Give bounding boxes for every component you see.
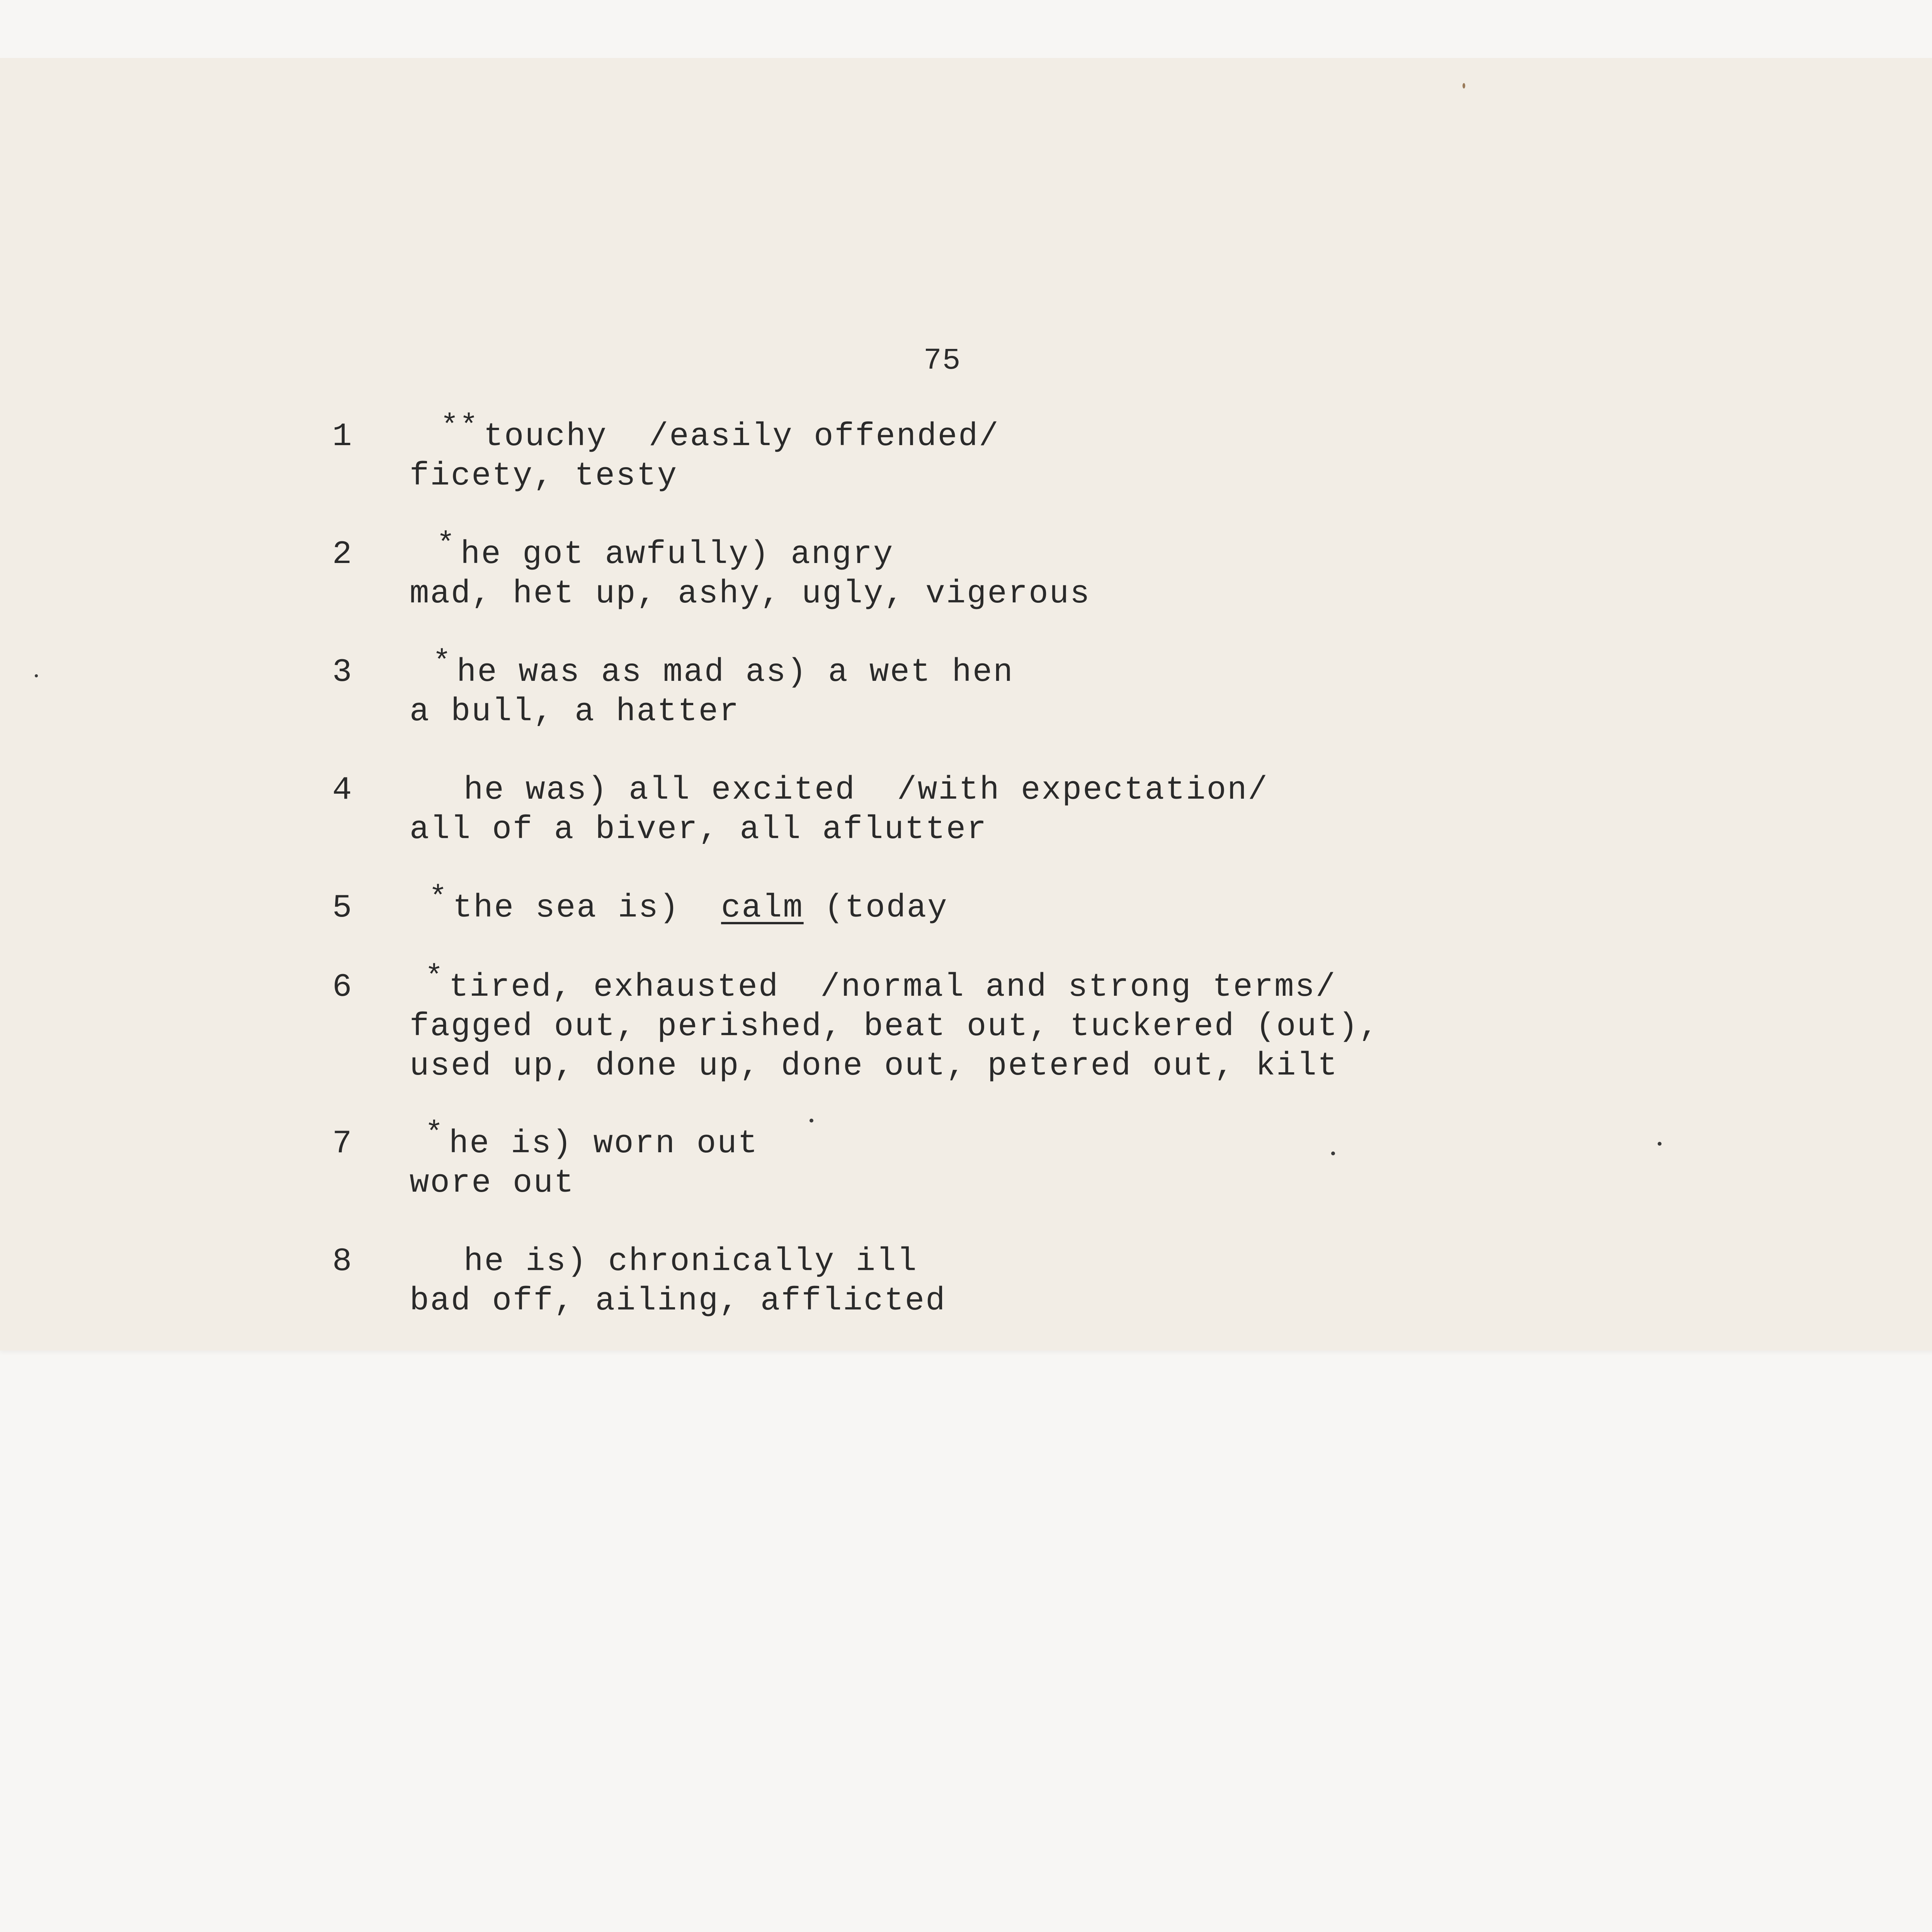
entry-prompt [429,881,948,929]
entry-prompt [425,960,1337,1008]
prompt-text: tired, exhausted /normal and strong terms/ [449,969,1337,1006]
prompt-text: he got awfully) angry [460,536,894,573]
prompt-text: he was as mad as) a wet hen [456,654,1014,691]
entry-prompt [464,771,1269,810]
underlined-word: calm [721,890,804,927]
asterisk-mark: * [425,1117,444,1151]
asterisk-mark: * [429,881,448,915]
response-line: bad off, ailing, afflicted [410,1283,946,1320]
response-line: used up, done up, done out, petered out, kilt [410,1048,1338,1085]
entry-prompt [440,410,1000,457]
page-number: 75 [923,344,961,378]
asterisk-mark: ** [440,410,479,444]
response-line: fagged out, perished, beat out, tuckered (out), [410,1009,1380,1045]
entry-number: 3 [332,654,353,691]
prompt-text: touchy /easily offended/ [483,418,1000,455]
entry-number: 6 [332,969,353,1006]
asterisk-mark: * [433,645,452,679]
prompt-text-after: (today [803,890,948,927]
entry-prompt [437,527,894,575]
response-line: ficety, testy [410,458,678,495]
response-line: wore out [410,1165,575,1202]
prompt-text: he was) all excited /with expectation/ [464,772,1269,809]
entry-prompt [433,645,1014,693]
entry-prompt [425,1117,759,1164]
entry-number: 4 [332,772,353,809]
entry-number: 7 [332,1126,353,1162]
entry-number: 8 [332,1243,353,1280]
paper-speck [1331,1151,1335,1155]
prompt-text: he is) worn out [449,1126,759,1162]
typed-slip [0,58,1932,1350]
entry-number: 2 [332,536,353,573]
paper-speck [810,1119,813,1122]
asterisk-mark: * [437,527,456,561]
paper-speck [1658,1142,1662,1146]
response-line: mad, het up, ashy, ugly, vigerous [410,576,1091,612]
asterisk-mark: * [425,960,444,994]
entry-number: 1 [332,418,353,455]
prompt-text: the sea is) [452,890,721,927]
prompt-text: he is) chronically ill [464,1243,918,1280]
response-line: a bull, a hatter [410,694,740,730]
paper-speck [1463,83,1465,88]
entry-prompt [464,1242,918,1282]
response-line: all of a biver, all aflutter [410,811,988,848]
paper-speck [35,674,38,677]
entry-number: 5 [332,890,353,927]
